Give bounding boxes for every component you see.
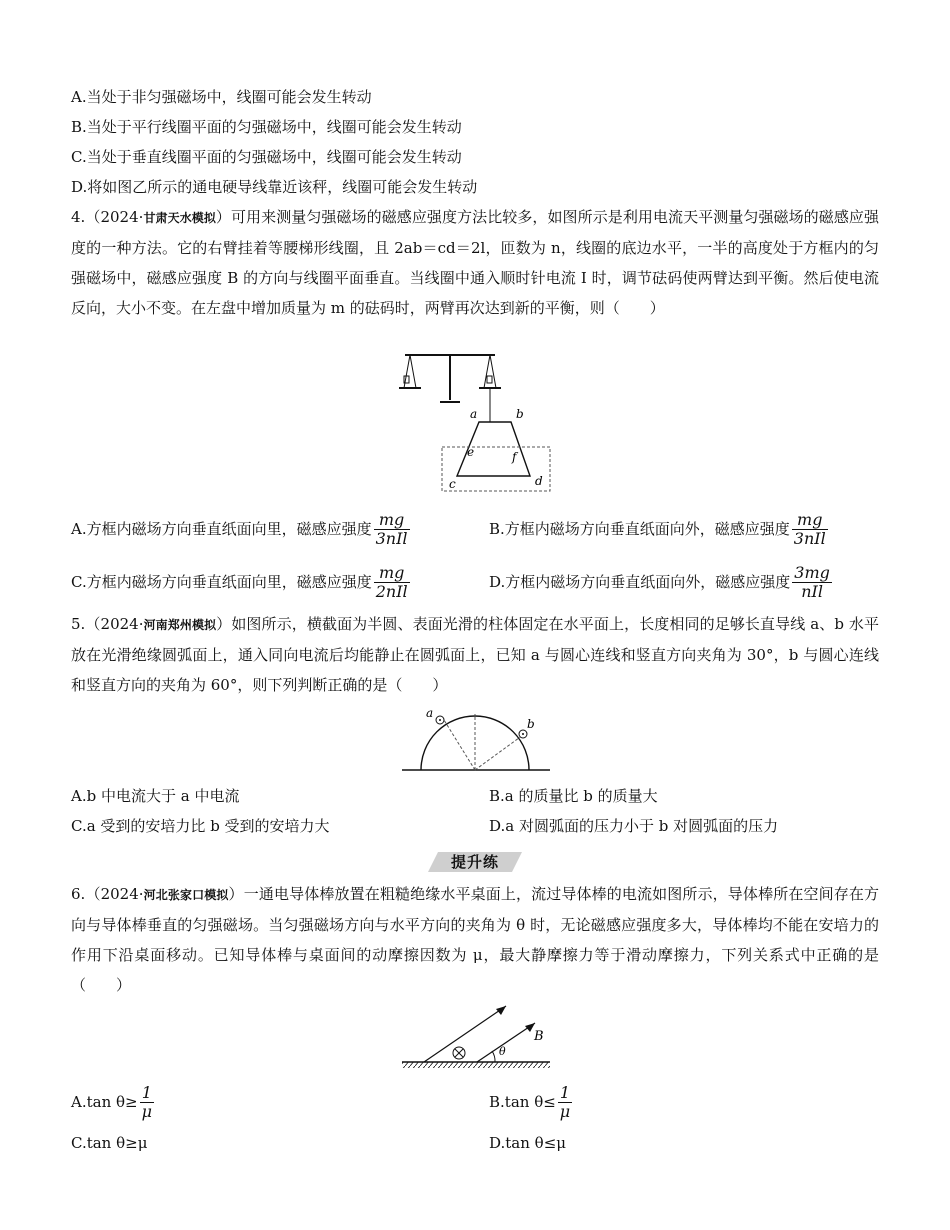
fraction: $\frac{1}{\mu}$ <box>559 1082 571 1121</box>
q5-option-d: D.a 对圆弧面的压力小于 b 对圆弧面的压力 <box>489 817 779 835</box>
q6-option-d: D.tan θ≤μ <box>489 1134 567 1152</box>
q3-option-b: B.当处于平行线圈平面的匀强磁场中，线圈可能会发生转动 <box>71 118 462 136</box>
label-e: e <box>467 445 475 459</box>
q5-option-c: C.a 受到的安培力比 b 受到的安培力大 <box>71 817 330 835</box>
q6-option-a: A.tan θ≥ $\frac{1}{\mu}$ <box>71 1082 153 1121</box>
q6-stem: 6.（2024·河北张家口模拟）一通电导体棒放置在粗糙绝缘水平桌面上，流过导体棒的电流如图所示，导体棒所在空间存在方向与导体棒垂直的匀强磁场。当匀强磁场方向与水平方向的夹角为 θ 时，无论磁感应强度多大，导体棒均不能在安培力的作用下沿桌面移动。已知导体棒与桌面间的动摩擦因数为 μ，最大静摩擦力等于滑动摩擦力，下列关系式中正确的是（ ） <box>71 885 879 994</box>
q4-option-b: B.方框内磁场方向垂直纸面向外，磁感应强度 $\frac{mg}{\text{3nIl}}$ <box>489 509 826 548</box>
q6-option-b: B.tan θ≤ $\frac{1}{\mu}$ <box>489 1082 571 1121</box>
q5-option-b: B.a 的质量比 b 的质量大 <box>489 787 658 805</box>
q4-option-c: C.方框内磁场方向垂直纸面向里，磁感应强度 $\frac{mg}{\text{2nIl}}$ <box>71 562 408 601</box>
label-a: a <box>470 407 478 421</box>
q4-stem: 4.（2024·甘肃天水模拟）可用来测量匀强磁场的磁感应强度方法比较多，如图所示是利用电流天平测量匀强磁场的磁感应强度的一种方法。它的右臂挂着等腰梯形线圈，且 2ab＝cd＝2l，匝数为 n，线圈的底边水平，一半的高度处于方框内的匀强磁场中，磁感应强度 B 的方向与线圈平面垂直。当线圈中通入顺时针电流 I 时，调节砝码使两臂达到平衡。然后使电流反向，大小不变。在左盘中增加质量为 m 的砝码时，两臂再次达到新的平衡，则（ ） <box>71 208 879 317</box>
q4-current-balance-figure <box>395 348 560 496</box>
q5-option-a: A.b 中电流大于 a 中电流 <box>71 787 240 805</box>
fraction: $\frac{mg}{\text{3nIl}}$ <box>793 509 826 548</box>
q3-option-c: C.当处于垂直线圈平面的匀强磁场中，线圈可能会发生转动 <box>71 148 462 166</box>
q4-option-d: D.方框内磁场方向垂直纸面向外，磁感应强度 $\frac{3mg}{\text{nIl}}$ <box>489 562 830 601</box>
fraction: $\frac{1}{\mu}$ <box>141 1082 153 1121</box>
label-b: b <box>516 407 524 421</box>
q5-semicircle-figure <box>400 700 552 775</box>
q4-option-a: A.方框内磁场方向垂直纸面向里，磁感应强度 $\frac{mg}{\text{3nIl}}$ <box>71 509 408 548</box>
label-b: b <box>527 717 535 731</box>
q3-option-d: D.将如图乙所示的通电硬导线靠近该秤，线圈可能会发生转动 <box>71 178 478 196</box>
label-B: B <box>534 1029 544 1044</box>
fraction: $\frac{mg}{\text{2nIl}}$ <box>375 562 408 601</box>
q6-option-c: C.tan θ≥μ <box>71 1134 148 1152</box>
label-f: f <box>512 450 517 464</box>
label-c: c <box>449 477 456 491</box>
label-a: a <box>426 706 434 720</box>
section-title: 提升练 <box>450 853 499 871</box>
fraction: $\frac{mg}{\text{3nIl}}$ <box>375 509 408 548</box>
fraction: $\frac{3mg}{\text{nIl}}$ <box>794 562 830 601</box>
q5-stem: 5.（2024·河南郑州模拟）如图所示，横截面为半圆、表面光滑的柱体固定在水平面上，长度相同的足够长直导线 a、b 水平放在光滑绝缘圆弧面上，通入同向电流后均能静止在圆弧面上，已知 a 与圆心连线和竖直方向夹角为 30°，b 与圆心连线和竖直方向的夹角为 60°，则下列判断正确的是（ ） <box>71 615 879 694</box>
q6-conductor-figure <box>400 1000 552 1072</box>
label-d: d <box>535 474 543 488</box>
label-theta: θ <box>499 1045 506 1058</box>
q3-option-a: A.当处于非匀强磁场中，线圈可能会发生转动 <box>71 88 372 106</box>
